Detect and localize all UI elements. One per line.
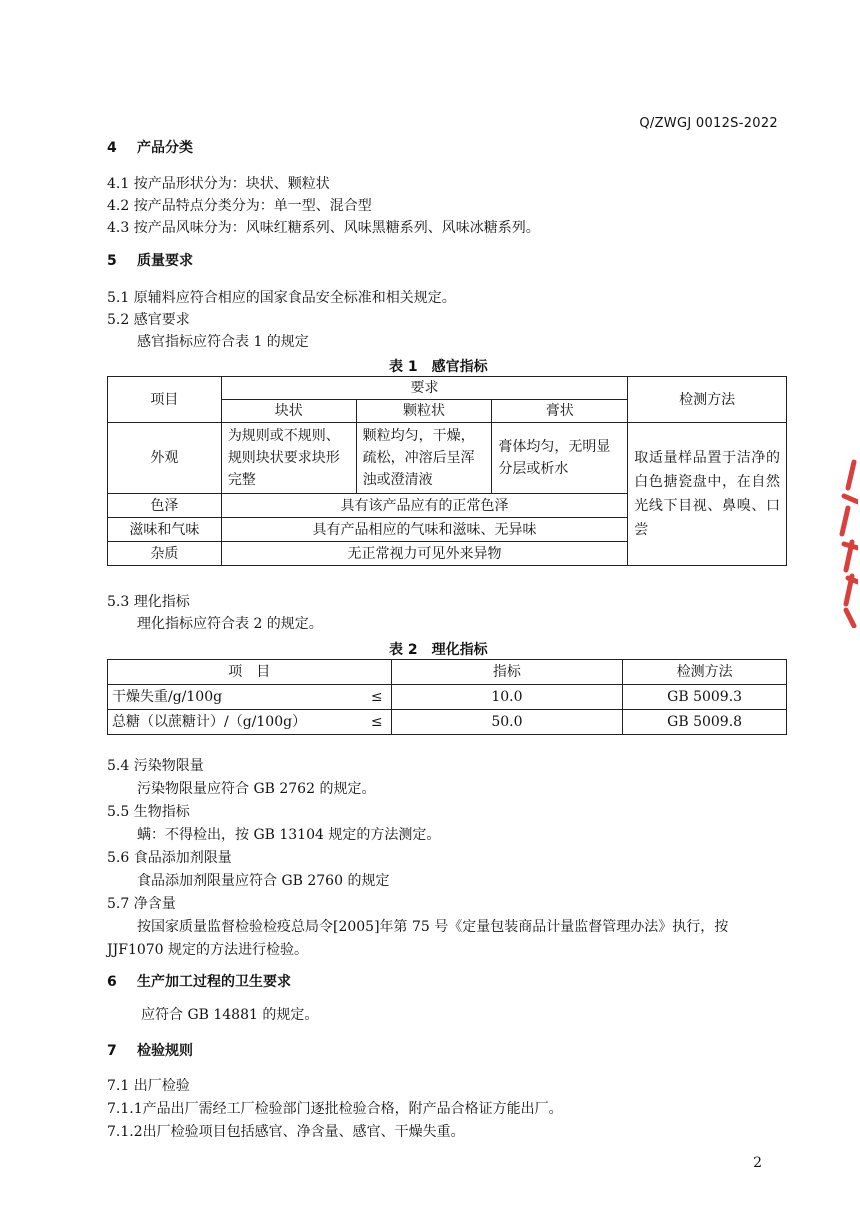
- item-cell: [108, 685, 392, 710]
- clause-7-1-1: 7.1.1产品出厂需经工厂检验部门逐批检验合格，附产品合格证方能出厂。: [107, 1101, 563, 1117]
- row-color-name: 色泽: [108, 494, 222, 518]
- section-title: 产品分类: [137, 140, 193, 156]
- appearance-block: 为规则或不规则、规则块状要求块形完整: [221, 423, 356, 494]
- section-number: 6: [107, 974, 117, 990]
- section-title: 生产加工过程的卫生要求: [137, 974, 291, 990]
- section-7-heading: [107, 1040, 193, 1060]
- row-taste-name: 滋味和气味: [108, 518, 222, 542]
- section-number: 4: [107, 140, 117, 156]
- clause-5-7: 5.7 净含量: [107, 896, 176, 912]
- clause-5-7-text: 按国家质量监督检验检疫总局令[2005]年第 75 号《定量包装商品计量监督管理办法》执行，按: [137, 919, 729, 935]
- section-6-text: 应符合 GB 14881 的规定。: [141, 1007, 319, 1023]
- header-granule: 颗粒状: [356, 400, 492, 423]
- section-number: 7: [107, 1043, 117, 1059]
- method-value: GB 5009.8: [623, 710, 787, 735]
- sensory-table: [107, 376, 787, 566]
- clause-7-1-2: 7.1.2出厂检验项目包括感官、净含量、感官、干燥失重。: [107, 1124, 465, 1140]
- header-item: 项目: [108, 377, 222, 423]
- header-requirement: 要求: [221, 377, 627, 400]
- row-impurity-value: 无正常视力可见外来异物: [221, 542, 627, 566]
- row-taste-value: 具有产品相应的气味和滋味、无异味: [221, 518, 627, 542]
- clause-5-4-text: 污染物限量应符合 GB 2762 的规定。: [137, 781, 376, 797]
- clause-5-4: 5.4 污染物限量: [107, 758, 204, 774]
- physicochemical-table: [107, 659, 787, 735]
- clause-5-2-text: 感官指标应符合表 1 的规定: [137, 334, 309, 350]
- table-row: [108, 710, 787, 735]
- table-2-caption: 表 2 理化指标: [389, 642, 488, 658]
- method-value: GB 5009.3: [623, 685, 787, 710]
- section-number: 5: [107, 253, 117, 269]
- clause-5-3: 5.3 理化指标: [107, 594, 190, 610]
- item-cell: [108, 710, 392, 735]
- clause-5-5-text: 螨：不得检出，按 GB 13104 规定的方法测定。: [137, 827, 441, 843]
- section-6-heading: [107, 971, 291, 991]
- row-color-value: 具有该产品应有的正常色泽: [221, 494, 627, 518]
- item-name: 干燥失重/g/100g: [112, 689, 223, 705]
- document-code: Q/ZWGJ 0012S-2022: [639, 116, 778, 131]
- header-block: 块状: [221, 400, 356, 423]
- clause-4-3: 4.3 按产品风味分为：风味红糖系列、风味黑糖系列、风味冰糖系列。: [107, 220, 540, 236]
- red-stamp-fragment: [818, 458, 858, 628]
- table-1-caption: 表 1 感官指标: [389, 359, 488, 375]
- section-title: 质量要求: [137, 253, 193, 269]
- header-paste: 膏状: [492, 400, 628, 423]
- section-4-heading: [107, 137, 193, 157]
- page-number: 2: [753, 1155, 762, 1171]
- clause-5-5: 5.5 生物指标: [107, 804, 190, 820]
- clause-7-1: 7.1 出厂检验: [107, 1078, 190, 1094]
- appearance-granule: 颗粒均匀，干燥，疏松，冲溶后呈浑浊或澄清液: [356, 423, 492, 494]
- row-impurity-name: 杂质: [108, 542, 222, 566]
- clause-5-6-text: 食品添加剂限量应符合 GB 2760 的规定: [137, 873, 390, 889]
- clause-5-1: 5.1 原辅料应符合相应的国家食品安全标准和相关规定。: [107, 290, 456, 306]
- row-appearance-name: 外观: [108, 423, 222, 494]
- appearance-paste: 膏体均匀，无明显分层或析水: [492, 423, 628, 494]
- index-value: 50.0: [391, 710, 623, 735]
- header-test-method: 检测方法: [628, 377, 787, 423]
- item-name: 总糖（以蔗糖计）/（g/100g）: [112, 714, 307, 730]
- sensory-test-method: 取适量样品置于洁净的白色搪瓷盘中，在自然光线下目视、鼻嗅、口尝: [628, 423, 787, 566]
- operator: ≤: [370, 714, 383, 730]
- section-5-heading: [107, 250, 193, 270]
- header-index: 指标: [391, 660, 623, 685]
- index-value: 10.0: [391, 685, 623, 710]
- clause-4-2: 4.2 按产品特点分类分为：单一型、混合型: [107, 198, 372, 214]
- table-row: [108, 685, 787, 710]
- clause-5-3-text: 理化指标应符合表 2 的规定。: [137, 616, 323, 632]
- header-item: 项 目: [108, 660, 392, 685]
- clause-5-6: 5.6 食品添加剂限量: [107, 850, 232, 866]
- clause-5-2: 5.2 感官要求: [107, 312, 190, 328]
- clause-5-7-text-cont: JJF1070 规定的方法进行检验。: [107, 942, 309, 958]
- section-title: 检验规则: [137, 1043, 193, 1059]
- header-test-method: 检测方法: [623, 660, 787, 685]
- clause-4-1: 4.1 按产品形状分为：块状、颗粒状: [107, 176, 330, 192]
- operator: ≤: [370, 689, 383, 705]
